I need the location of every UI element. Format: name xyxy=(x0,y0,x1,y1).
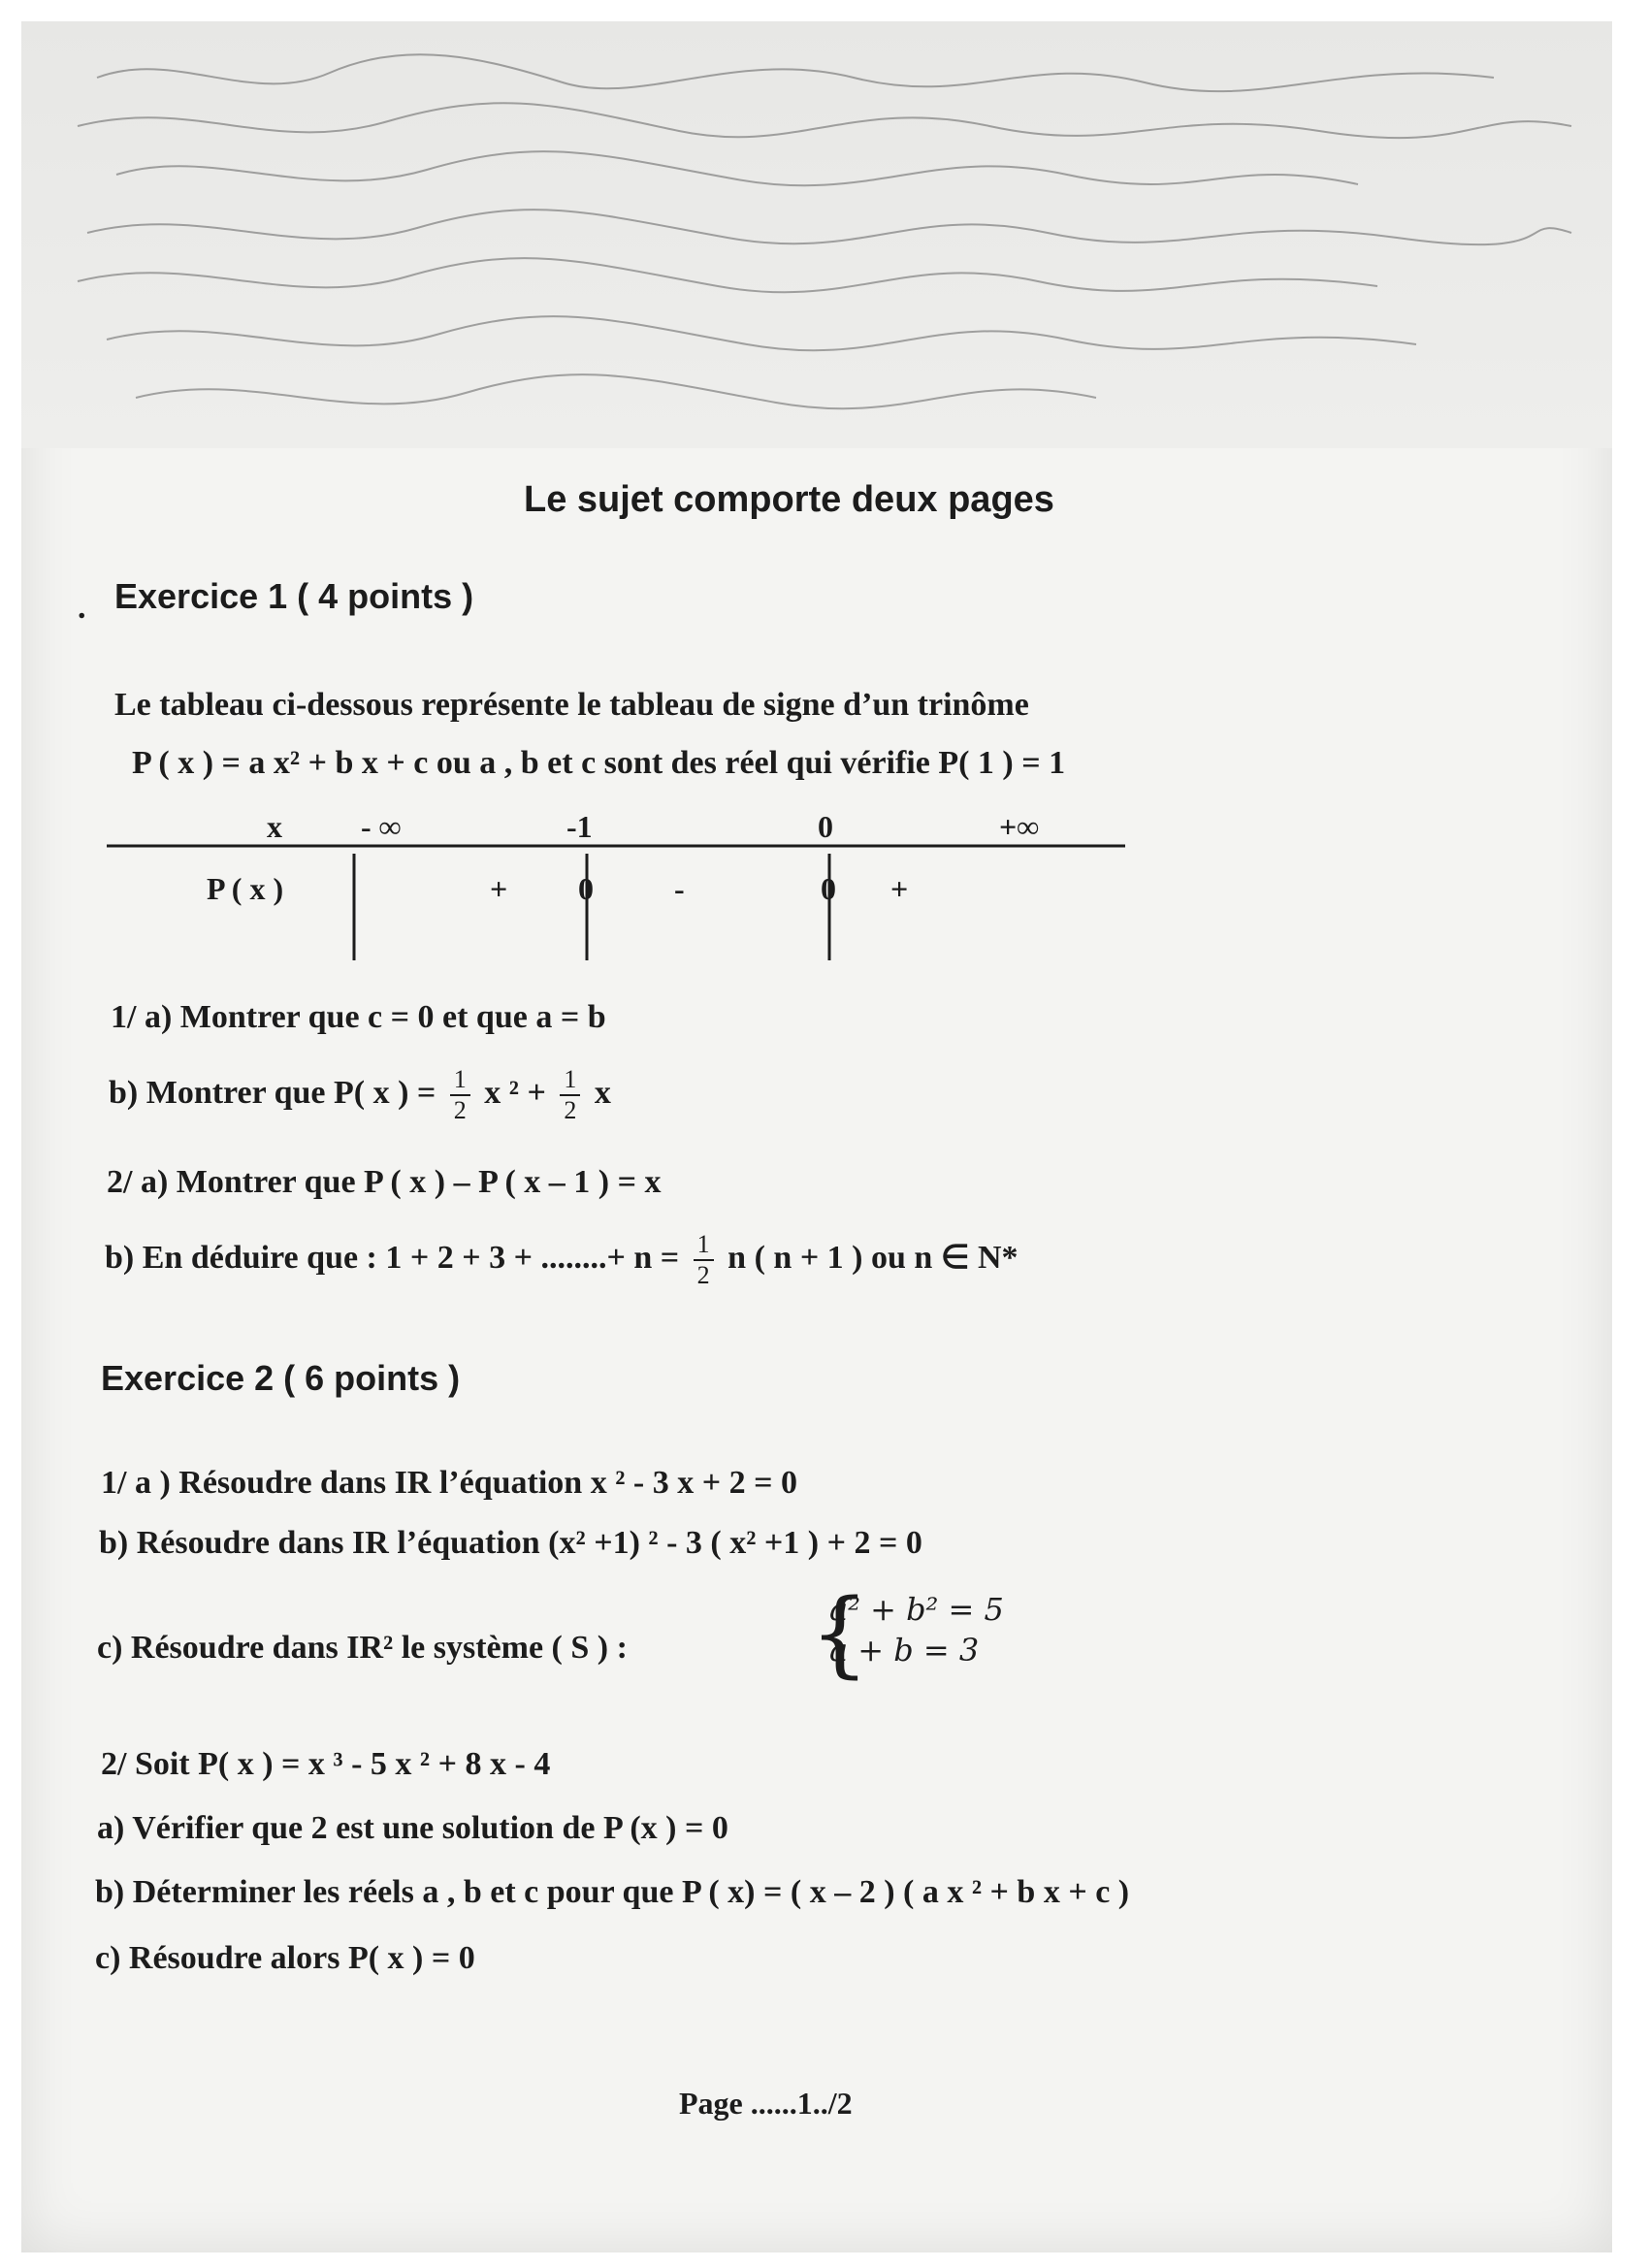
bullet-dot: . xyxy=(78,590,86,626)
fraction-den: 2 xyxy=(564,1096,577,1124)
table-header-minus-inf: - ∞ xyxy=(361,809,402,844)
table-header-minus-one: -1 xyxy=(566,809,593,844)
system-eq-1: a² + b² = 5 xyxy=(829,1591,1004,1628)
ex1-q2b xyxy=(105,1230,1018,1290)
ex2-q1c: c) Résoudre dans IR² le système ( S ) : xyxy=(97,1630,628,1666)
table-header-plus-inf: +∞ xyxy=(999,809,1040,844)
ex1-q2a: 2/ a) Montrer que P ( x ) – P ( x – 1 ) = x xyxy=(107,1164,662,1200)
ex2-q2b: b) Déterminer les réels a , b et c pour que P ( x) = ( x – 2 ) ( a x ² + b x + c ) xyxy=(95,1874,1130,1910)
sign-plus-left: + xyxy=(490,871,508,906)
sign-zero-2: 0 xyxy=(821,871,836,906)
ex2-q2: 2/ Soit P( x ) = x ³ - 5 x ² + 8 x - 4 xyxy=(101,1746,551,1782)
sign-zero-1: 0 xyxy=(578,871,594,906)
system-eq-2: a + b = 3 xyxy=(829,1632,980,1669)
fraction-den: 2 xyxy=(696,1261,710,1289)
ex1-polynomial: P ( x ) = a x² + b x + c ou a , b et c sont des réel qui vérifie P( 1 ) = 1 xyxy=(132,745,1066,781)
ex1-q2b-prefix: b) En déduire que : 1 + 2 + 3 + ........+ n = xyxy=(105,1239,680,1276)
ex1-q1a: 1/ a) Montrer que c = 0 et que a = b xyxy=(111,999,606,1035)
fraction-one-half xyxy=(450,1065,470,1125)
ex2-q1a: 1/ a ) Résoudre dans IR l’équation x ² - 3 x + 2 = 0 xyxy=(101,1465,797,1501)
ex1-q1b xyxy=(109,1065,611,1125)
ex1-q1b-end: x xyxy=(594,1074,611,1111)
ex2-q2a: a) Vérifier que 2 est une solution de P (x ) = 0 xyxy=(97,1810,728,1846)
fraction-num: 1 xyxy=(694,1230,714,1261)
fraction-den: 2 xyxy=(453,1096,467,1124)
system-brace: { xyxy=(810,1579,870,1688)
fraction-num: 1 xyxy=(560,1065,580,1096)
ex1-intro: Le tableau ci-dessous représente le tableau de signe d’un trinôme xyxy=(114,687,1029,723)
fraction-one-half xyxy=(694,1230,714,1290)
ex2-q1b: b) Résoudre dans IR l’équation (x² +1) ² - 3 ( x² +1 ) + 2 = 0 xyxy=(99,1525,922,1561)
fraction-num: 1 xyxy=(450,1065,470,1096)
ex1-q2b-suffix: n ( n + 1 ) ou n ∈ N* xyxy=(728,1239,1018,1276)
exercise-2-title: Exercice 2 ( 6 points ) xyxy=(101,1358,461,1398)
ex1-q1b-mid: x ² + xyxy=(484,1074,546,1111)
sign-plus-right: + xyxy=(890,871,909,906)
equation-system xyxy=(810,1579,1004,1688)
ex2-q2c: c) Résoudre alors P( x ) = 0 xyxy=(95,1940,475,1976)
table-header-x: x xyxy=(267,809,282,844)
sign-minus: - xyxy=(674,871,685,906)
exercise-1-title: Exercice 1 ( 4 points ) xyxy=(114,576,474,616)
handwriting-scribble xyxy=(58,39,1591,437)
page-title: Le sujet comporte deux pages xyxy=(524,479,1054,520)
table-header-zero: 0 xyxy=(818,809,833,844)
ex1-q1b-prefix: b) Montrer que P( x ) = xyxy=(109,1074,436,1111)
table-row-label: P ( x ) xyxy=(207,871,284,906)
sign-table xyxy=(107,809,1125,960)
fraction-one-half xyxy=(560,1065,580,1125)
page-number: Page ......1../2 xyxy=(679,2086,853,2121)
